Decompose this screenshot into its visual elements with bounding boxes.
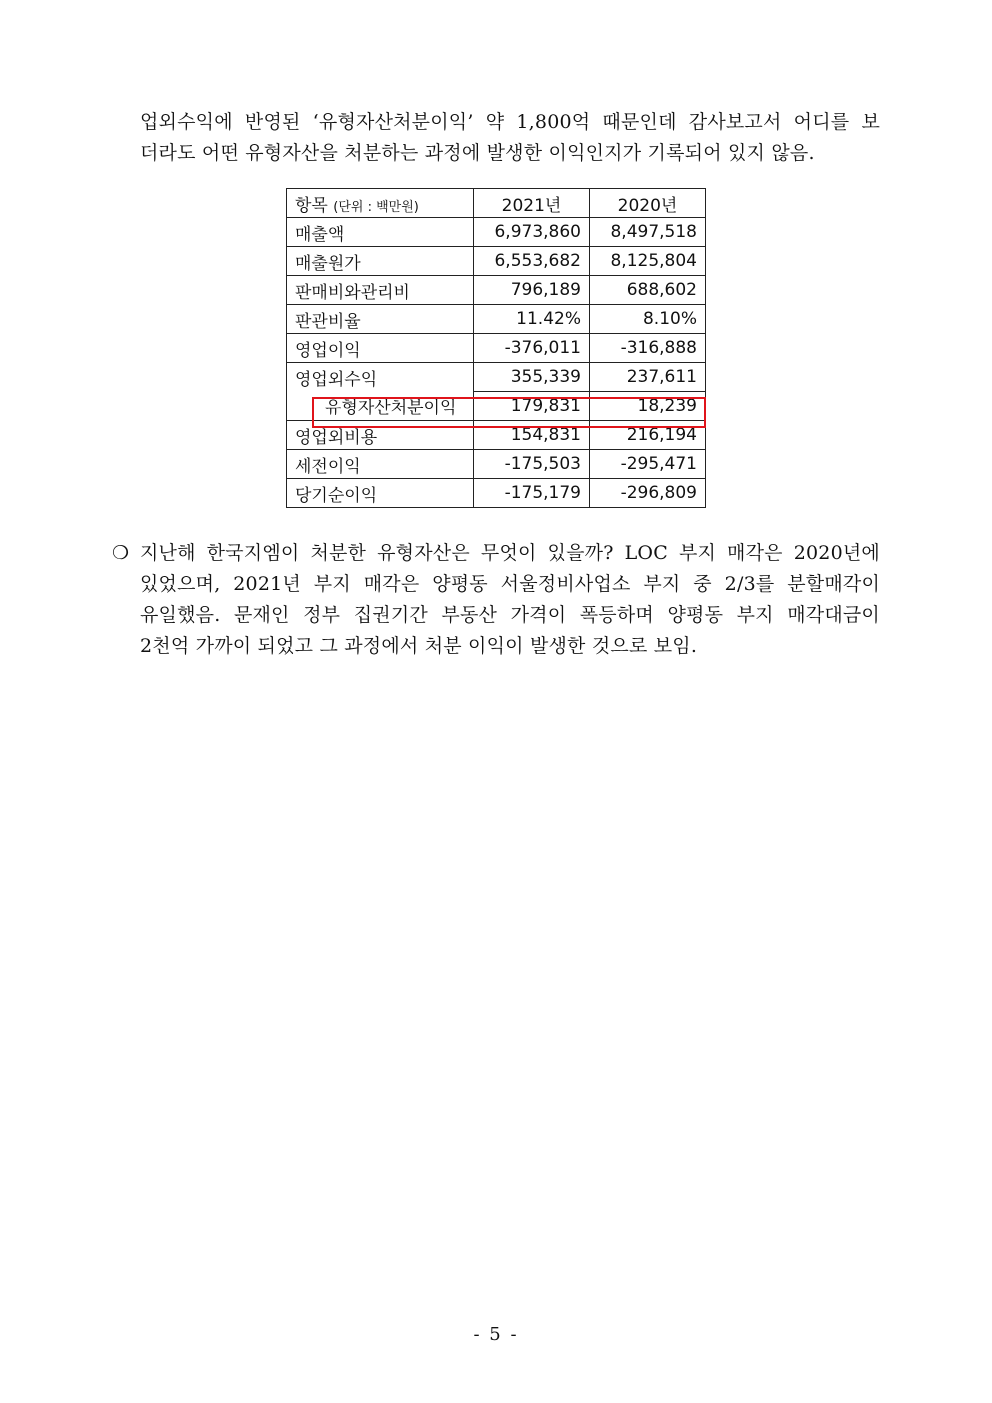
- row-label: 영업이익: [287, 334, 474, 363]
- table-row: [287, 479, 706, 508]
- value-2021: 6,973,860: [474, 218, 590, 247]
- bullet-line: 유일했음. 문재인 정부 집권기간 부동산 가격이 폭등하며 양평동 부지 매각대금이: [140, 604, 880, 626]
- intro-line: 업외수익에 반영된 ‘유형자산처분이익’ 약 1,800억 때문인데 감사보고서 어디를 보: [140, 111, 880, 133]
- header-unit: (단위 : 백만원): [333, 199, 419, 215]
- value-2021: -175,179: [474, 479, 590, 508]
- header-2020: 2020년: [590, 189, 706, 218]
- bullet-paragraph: [140, 538, 880, 662]
- value-2021: -376,011: [474, 334, 590, 363]
- value-2020: 8,497,518: [590, 218, 706, 247]
- table-row: [287, 421, 706, 450]
- value-2021: 355,339: [474, 363, 590, 392]
- header-2021: 2021년: [474, 189, 590, 218]
- bullet-line: 있었으며, 2021년 부지 매각은 양평동 서울정비사업소 부지 중 2/3를 분할매각이: [140, 573, 880, 595]
- row-label: 매출원가: [287, 247, 474, 276]
- value-2020: -296,809: [590, 479, 706, 508]
- header-label-cell: [287, 189, 474, 218]
- row-label: 세전이익: [287, 450, 474, 479]
- table-row: [287, 276, 706, 305]
- bullet-circle-icon: ❍: [112, 542, 130, 564]
- value-2021: 154,831: [474, 421, 590, 450]
- value-2020: 18,239: [590, 392, 706, 421]
- value-2020: -295,471: [590, 450, 706, 479]
- value-2020: 237,611: [590, 363, 706, 392]
- row-label: 당기순이익: [287, 479, 474, 508]
- bullet-line: 지난해 한국지엠이 처분한 유형자산은 무엇이 있을까? LOC 부지 매각은 2020년에: [140, 542, 880, 564]
- row-label: 유형자산처분이익: [287, 392, 474, 421]
- value-2021: 6,553,682: [474, 247, 590, 276]
- row-label: 영업외수익: [287, 363, 474, 392]
- bullet-line: 2천억 가까이 되었고 그 과정에서 처분 이익이 발생한 것으로 보임.: [140, 635, 698, 657]
- value-2021: 179,831: [474, 392, 590, 421]
- header-label: 항목: [295, 195, 328, 216]
- table-row: [287, 218, 706, 247]
- value-2020: 8.10%: [590, 305, 706, 334]
- table-row: [287, 334, 706, 363]
- table-row-highlighted: [287, 392, 706, 421]
- value-2021: -175,503: [474, 450, 590, 479]
- value-2021: 11.42%: [474, 305, 590, 334]
- row-label: 영업외비용: [287, 421, 474, 450]
- value-2021: 796,189: [474, 276, 590, 305]
- value-2020: -316,888: [590, 334, 706, 363]
- table-row: [287, 247, 706, 276]
- intro-line: 더라도 어떤 유형자산을 처분하는 과정에 발생한 이익인지가 기록되어 있지 않음.: [140, 142, 815, 164]
- page-number: - 5 -: [473, 1324, 519, 1345]
- row-label: 매출액: [287, 218, 474, 247]
- value-2020: 8,125,804: [590, 247, 706, 276]
- intro-paragraph: [140, 107, 880, 169]
- table-row: [287, 450, 706, 479]
- table-row: [287, 363, 706, 392]
- value-2020: 216,194: [590, 421, 706, 450]
- row-label: 판매비와관리비: [287, 276, 474, 305]
- row-label: 판관비율: [287, 305, 474, 334]
- financial-table: [286, 188, 706, 508]
- table-row: [287, 305, 706, 334]
- table-header-row: [287, 189, 706, 218]
- value-2020: 688,602: [590, 276, 706, 305]
